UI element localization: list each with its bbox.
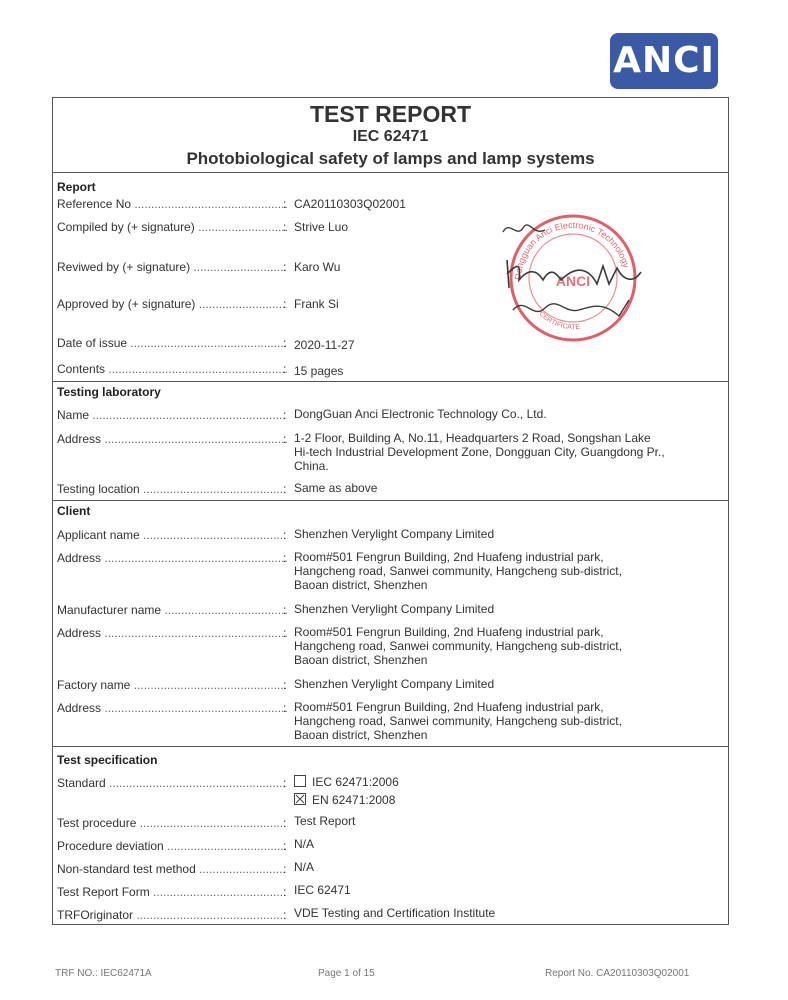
reference-label: Reference No .....: [57, 197, 287, 211]
deviation-value: N/A: [294, 837, 315, 851]
address-line: Hi-tech Industrial Development Zone, Dongguan City, Guangdong Pr.,: [294, 445, 665, 459]
footer-report-no: Report No. CA20110303Q02001: [545, 968, 690, 979]
nonstandard-label: Non-standard test method .....: [57, 862, 287, 876]
factory-label: Factory name .....: [57, 678, 287, 692]
testing-location-label: Testing location .....: [57, 482, 287, 496]
manufacturer-label: Manufacturer name .....: [57, 603, 287, 617]
colon: :: [283, 336, 287, 350]
standard-option: [294, 793, 724, 807]
nonstandard-value: N/A: [294, 860, 315, 874]
colon: :: [283, 220, 287, 234]
report-standard: IEC 62471: [352, 128, 429, 145]
originator-value: VDE Testing and Certification Institute: [294, 906, 496, 920]
stamp-center-text: ANCI: [555, 273, 591, 289]
colon: :: [283, 297, 287, 311]
standard-label: Standard .....: [57, 776, 287, 790]
factory-value: Shenzhen Verylight Company Limited: [294, 677, 495, 691]
divider: [53, 500, 728, 501]
divider: [53, 381, 728, 382]
section-report-heading: Report: [57, 180, 96, 194]
colon: :: [283, 862, 287, 876]
colon: :: [283, 362, 287, 376]
colon: :: [283, 678, 287, 692]
signature-frank: [513, 300, 629, 316]
stamp-arc-text: CERTIFICATE: [537, 310, 581, 332]
company-stamp: [499, 210, 645, 346]
testing-location-value: Same as above: [294, 481, 378, 495]
factory-address-value: [294, 700, 724, 742]
compiled-label: Compiled by (+ signature) .....: [57, 220, 287, 234]
colon: :: [283, 551, 287, 565]
address-line: Baoan district, Shenzhen: [294, 653, 428, 667]
stamp-arc-text: Dongguan Anci Electronic Technology: [512, 219, 632, 281]
deviation-label: Procedure deviation .....: [57, 839, 287, 853]
originator-label: TRFOriginator .....: [57, 908, 287, 922]
contents-value: 15 pages: [294, 364, 344, 378]
colon: :: [283, 197, 287, 211]
lab-address-label: Address .....: [57, 432, 287, 446]
colon: :: [283, 816, 287, 830]
applicant-label: Applicant name .....: [57, 528, 287, 542]
report-title: TEST REPORT: [309, 101, 471, 127]
address-line: Room#501 Fengrun Building, 2nd Huafeng industrial park,: [294, 625, 604, 639]
address-line: Room#501 Fengrun Building, 2nd Huafeng industrial park,: [294, 700, 604, 714]
applicant-address-label: Address .....: [57, 551, 287, 565]
applicant-address-value: [294, 550, 724, 592]
procedure-value: Test Report: [294, 814, 356, 828]
reviewed-value: Karo Wu: [294, 260, 341, 274]
procedure-label: Test procedure .....: [57, 816, 287, 830]
colon: :: [283, 260, 287, 274]
reviewed-label: Reviwed by (+ signature) .....: [57, 260, 287, 274]
lab-address-value: [294, 431, 724, 473]
factory-address-label: Address .....: [57, 701, 287, 715]
approved-value: Frank Si: [294, 297, 339, 311]
colon: :: [283, 701, 287, 715]
colon: :: [283, 908, 287, 922]
standard-option: [294, 775, 724, 789]
section-lab-heading: Testing laboratory: [57, 385, 161, 399]
manufacturer-address-label: Address .....: [57, 626, 287, 640]
manufacturer-value: Shenzhen Verylight Company Limited: [294, 602, 495, 616]
report-subtitle: Photobiological safety of lamps and lamp systems: [186, 149, 595, 168]
report-header: [53, 98, 728, 173]
lab-name-label: Name .....: [57, 408, 287, 422]
section-spec-heading: Test specification: [57, 753, 158, 767]
colon: :: [283, 626, 287, 640]
date-label: Date of issue .....: [57, 336, 287, 350]
form-label: Test Report Form .....: [57, 885, 287, 899]
colon: :: [283, 528, 287, 542]
colon: :: [283, 776, 287, 790]
standard-options: [294, 775, 724, 807]
checkbox-checked: [294, 793, 306, 805]
address-line: Hangcheng road, Sanwei community, Hangcheng sub-district,: [294, 564, 622, 578]
x-mark-icon: [295, 794, 305, 804]
checkbox-unchecked: [294, 775, 306, 787]
form-value: IEC 62471: [294, 883, 351, 897]
anci-logo: ANCI: [610, 33, 718, 89]
colon: :: [283, 885, 287, 899]
colon: :: [283, 603, 287, 617]
divider: [53, 746, 728, 747]
address-line: China.: [294, 459, 329, 473]
compiled-value: Strive Luo: [294, 220, 349, 234]
colon: :: [283, 408, 287, 422]
colon: :: [283, 432, 287, 446]
address-line: Hangcheng road, Sanwei community, Hangcheng sub-district,: [294, 714, 622, 728]
address-line: Room#501 Fengrun Building, 2nd Huafeng industrial park,: [294, 550, 604, 564]
address-line: Baoan district, Shenzhen: [294, 728, 428, 742]
standard-option-label: IEC 62471:2006: [312, 775, 399, 789]
colon: :: [283, 839, 287, 853]
section-client-heading: Client: [57, 504, 91, 518]
standard-option-label: EN 62471:2008: [312, 793, 396, 807]
footer-trf: TRF NO.: IEC62471A: [55, 968, 152, 979]
lab-name-value: DongGuan Anci Electronic Technology Co., Ltd.: [294, 407, 547, 421]
approved-label: Approved by (+ signature) .....: [57, 297, 287, 311]
colon: :: [283, 482, 287, 496]
address-line: 1-2 Floor, Building A, No.11, Headquarters 2 Road, Songshan Lake: [294, 431, 651, 445]
date-value: 2020-11-27: [294, 338, 355, 352]
contents-label: Contents .....: [57, 362, 287, 376]
address-line: Baoan district, Shenzhen: [294, 578, 428, 592]
footer-page: Page 1 of 15: [318, 968, 375, 979]
manufacturer-address-value: [294, 625, 724, 667]
applicant-value: Shenzhen Verylight Company Limited: [294, 527, 495, 541]
address-line: Hangcheng road, Sanwei community, Hangcheng sub-district,: [294, 639, 622, 653]
reference-value: CA20110303Q02001: [294, 197, 406, 211]
